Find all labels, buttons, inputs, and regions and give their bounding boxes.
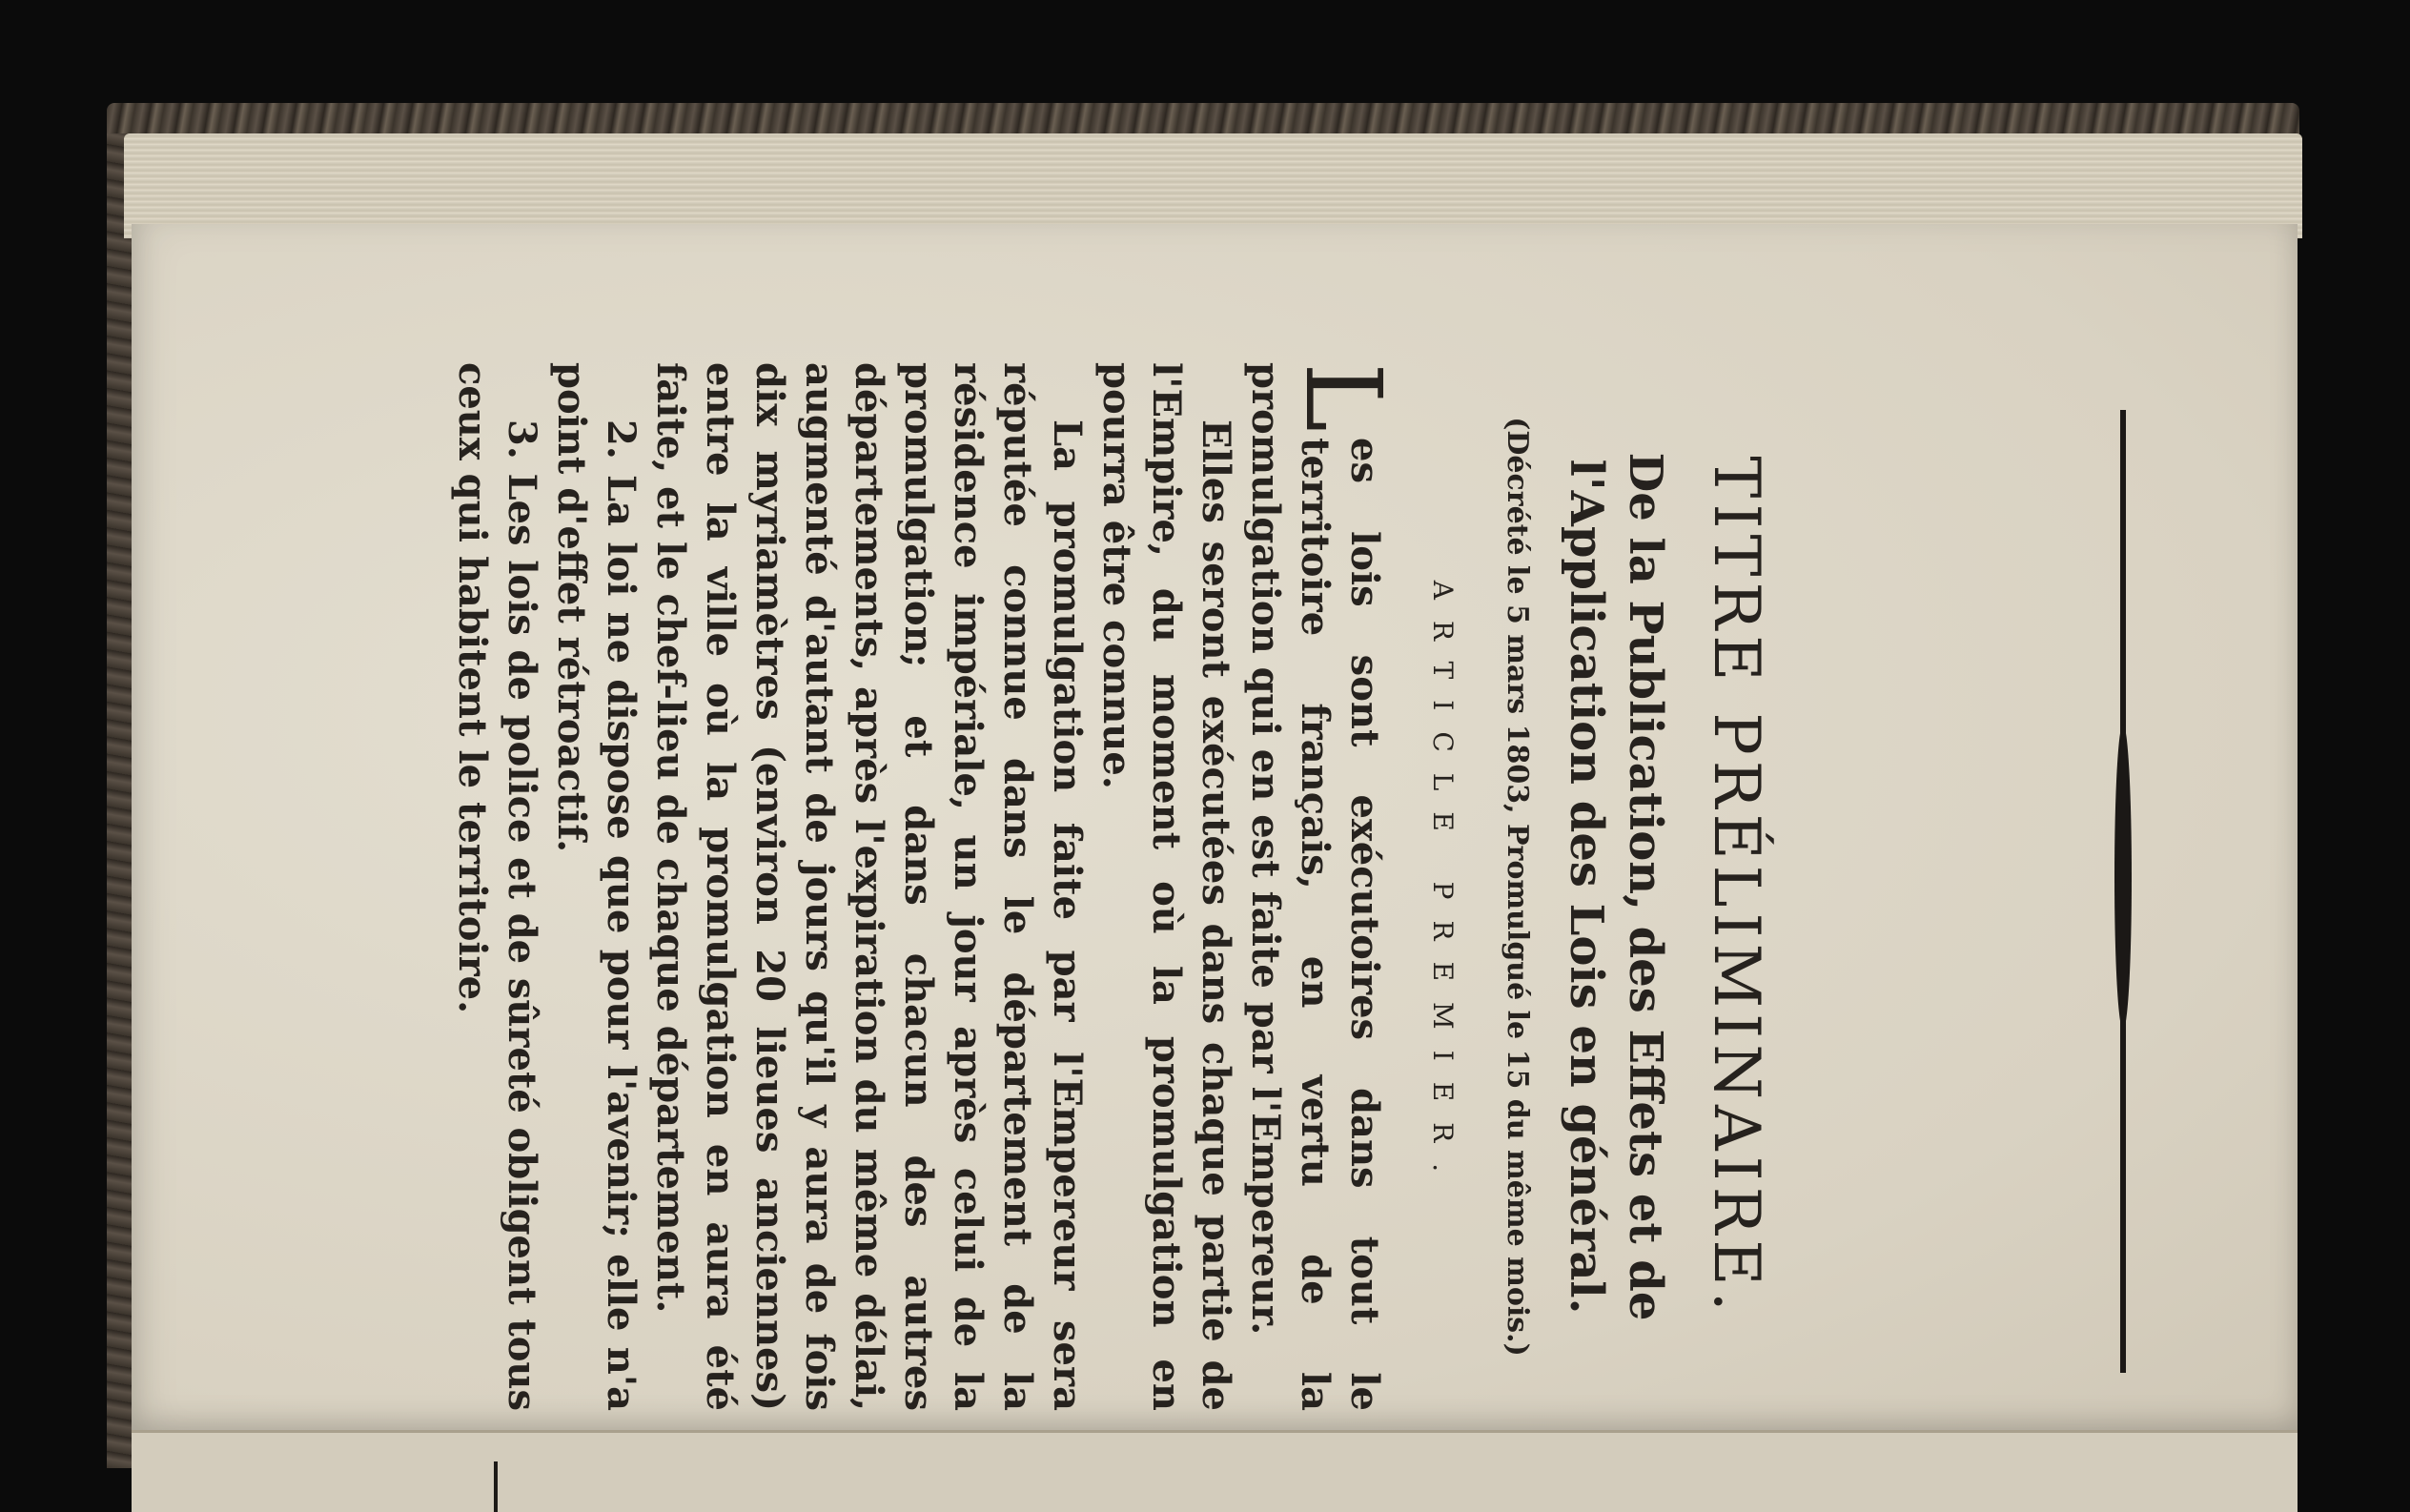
- page-edges: [124, 133, 2302, 238]
- paragraph-5: 3. Les lois de police et de sûreté obligent tous ceux qui habitent le territoire.: [450, 362, 544, 1411]
- article-heading: ARTICLE PREMIER.: [1427, 580, 1459, 1194]
- next-page-rule: [494, 1461, 498, 1512]
- page-title: TITRE PRÉLIMINAIRE.: [1700, 456, 1773, 1318]
- drop-cap: L: [1282, 362, 1404, 433]
- decorative-rule-swell: [2114, 725, 2132, 1030]
- paragraph-4: 2. La loi ne dispose que pour l'avenir; elle n'a point d'effet rétroactif.: [549, 362, 643, 1411]
- page-subtitle: De la Publication, des Effets et de l'Application des Lois en général.: [1560, 452, 1672, 1321]
- decree-note: (Décrété le 5 mars 1803, Promulgué le 15 du même mois.): [1501, 417, 1534, 1357]
- page-text-block: [447, 362, 1773, 1411]
- next-page-edge: [132, 1430, 2298, 1512]
- paragraph-1-text: es lois sont exécutoires dans tout le territoire français, en vertu de la promulgation qui en est faite par l'Empereur.: [1243, 362, 1387, 1411]
- paragraph-2: Elles seront exécutées dans chaque partie de l'Empire, du moment où la promulgation en pourra être connue.: [1094, 362, 1238, 1411]
- paragraph-1: [1240, 362, 1404, 1411]
- paragraph-3: La promulgation faite par l'Empereur sera réputée connue dans le département de la résidence impériale, un jour après celui de la promulgation; et dans chacun des autres départements, après l'expiration du même délai, augmenté d'autant de jours qu'il y aura de fois dix myriamètres (environ 20 lieues anciennes) entre la ville où la promulgation en aura été faite, et le chef-lieu de chaque département.: [648, 362, 1090, 1411]
